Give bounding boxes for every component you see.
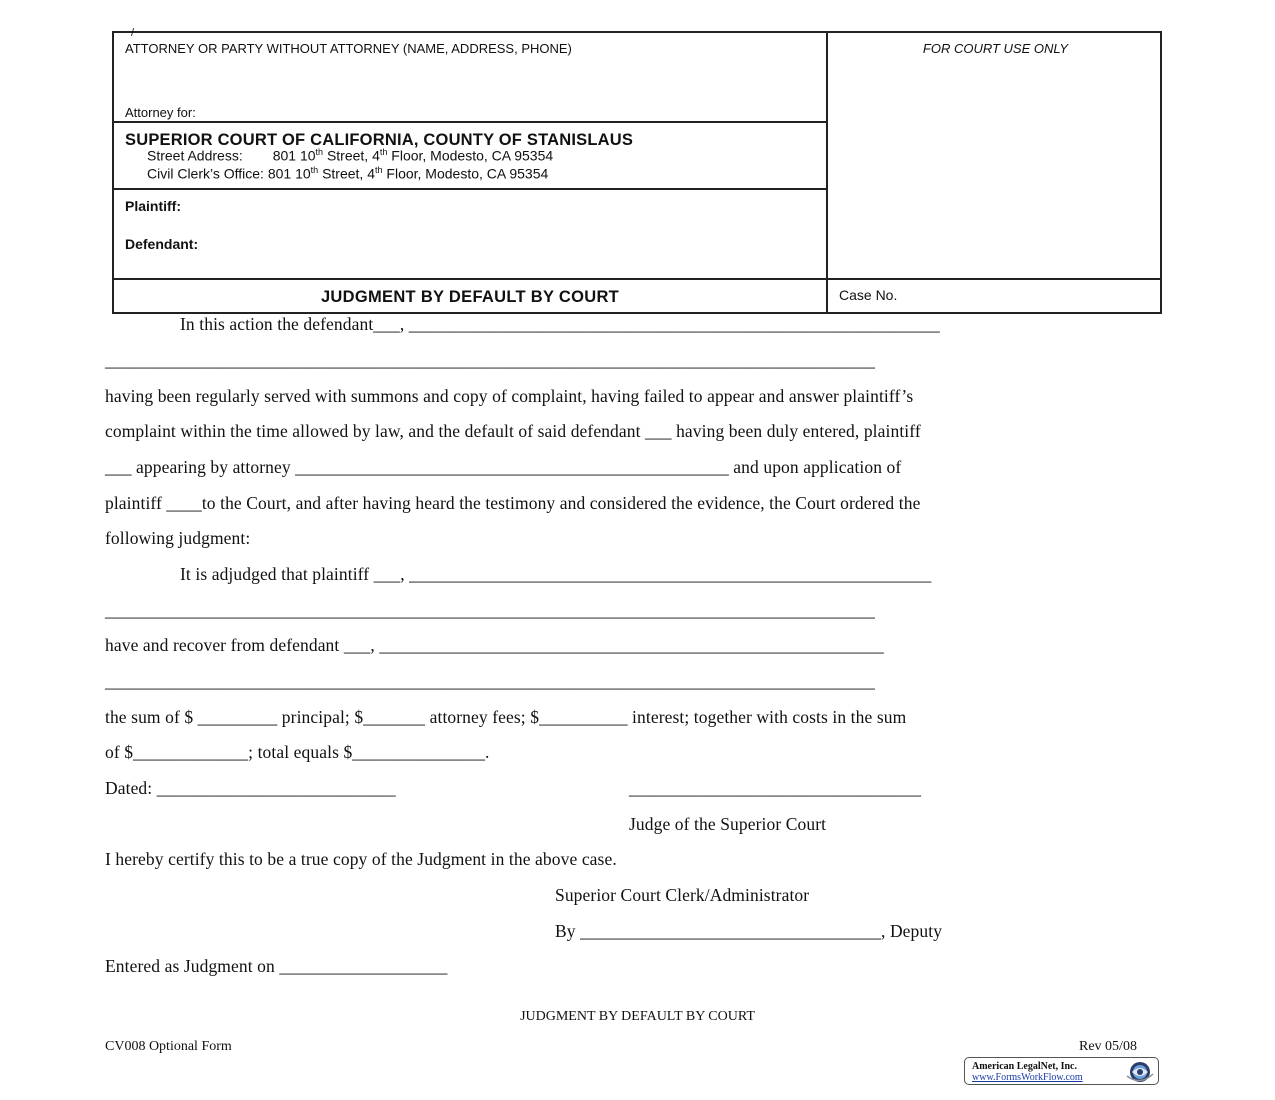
recover-from-defendant-line[interactable]: have and recover from defendant ___, _________________________________________________________ (105, 635, 884, 655)
blank-line[interactable]: _______________________________________________________________________________________ (105, 671, 875, 691)
entered-judgment-line[interactable]: Entered as Judgment on ___________________ (105, 956, 448, 976)
total-line[interactable]: of $_____________; total equals $_______________. (105, 742, 490, 762)
attorney-label: ATTORNEY OR PARTY WITHOUT ATTORNEY (NAME, ADDRESS, PHONE) (125, 41, 572, 56)
clerk-office-address: Civil Clerk’s Office: 801 10th Street, 4th Floor, Modesto, CA 95354 (147, 165, 549, 182)
publisher-name: American LegalNet, Inc. (972, 1061, 1077, 1072)
revision-date: Rev 05/08 (1079, 1039, 1137, 1054)
judge-title: Judge of the Superior Court (629, 814, 827, 834)
body-text: having been regularly served with summons and copy of complaint, having failed to appear and answer plaintiff’s (105, 386, 914, 406)
attorney-line[interactable]: ___ appearing by attorney _________________________________________________ and upon application of (105, 457, 902, 477)
plaintiff-label: Plaintiff: (125, 198, 181, 214)
certify-text: I hereby certify this to be a true copy of the Judgment in the above case. (105, 849, 617, 869)
form-id: CV008 Optional Form (105, 1039, 232, 1054)
street-address: Street Address: 801 10th Street, 4th Floor, Modesto, CA 95354 (147, 147, 554, 164)
defendant-line[interactable]: In this action the defendant___, ____________________________________________________________ (180, 314, 940, 334)
caption-box (112, 27, 1162, 314)
judge-signature-line[interactable]: _________________________________ (629, 778, 922, 798)
footer-title: JUDGMENT BY DEFAULT BY COURT (520, 1009, 755, 1024)
deputy-signature-line[interactable]: By __________________________________, Deputy (555, 921, 943, 941)
publisher-logo[interactable] (964, 1057, 1159, 1085)
case-number-label: Case No. (839, 287, 898, 303)
amounts-line[interactable]: the sum of $ _________ principal; $_______ attorney fees; $__________ interest; together with costs in the sum (105, 707, 907, 727)
publisher-url[interactable]: www.FormsWorkFlow.com (972, 1072, 1083, 1083)
dated-line[interactable]: Dated: ___________________________ (105, 778, 396, 798)
tick-mark: / (131, 27, 135, 39)
court-name: SUPERIOR COURT OF CALIFORNIA, COUNTY OF STANISLAUS (125, 131, 634, 149)
caption-divider-court (114, 188, 826, 190)
body-text: plaintiff ____to the Court, and after having heard the testimony and considered the evidence, the Court ordered the (105, 493, 921, 513)
form-title: JUDGMENT BY DEFAULT BY COURT (320, 288, 620, 306)
blank-line[interactable]: _______________________________________________________________________________________ (105, 600, 875, 620)
clerk-title: Superior Court Clerk/Administrator (555, 885, 810, 905)
caption-divider-attorney (114, 121, 826, 123)
plaintiff-line[interactable]: It is adjudged that plaintiff ___, ___________________________________________________________ (180, 564, 932, 584)
body-text: complaint within the time allowed by law, and the default of said defendant ___ having been duly entered, plaintiff (105, 421, 921, 441)
body-text: following judgment: (105, 528, 251, 548)
attorney-for-label: Attorney for: (125, 105, 196, 120)
court-use-label: FOR COURT USE ONLY (922, 41, 1069, 56)
globe-icon (1123, 1060, 1157, 1084)
street-label: Street Address: (147, 147, 243, 164)
defendant-label: Defendant: (125, 236, 199, 252)
blank-line[interactable]: _______________________________________________________________________________________ (105, 350, 875, 370)
caption-divider-title (114, 278, 1160, 280)
caption-divider-vertical (826, 33, 828, 312)
